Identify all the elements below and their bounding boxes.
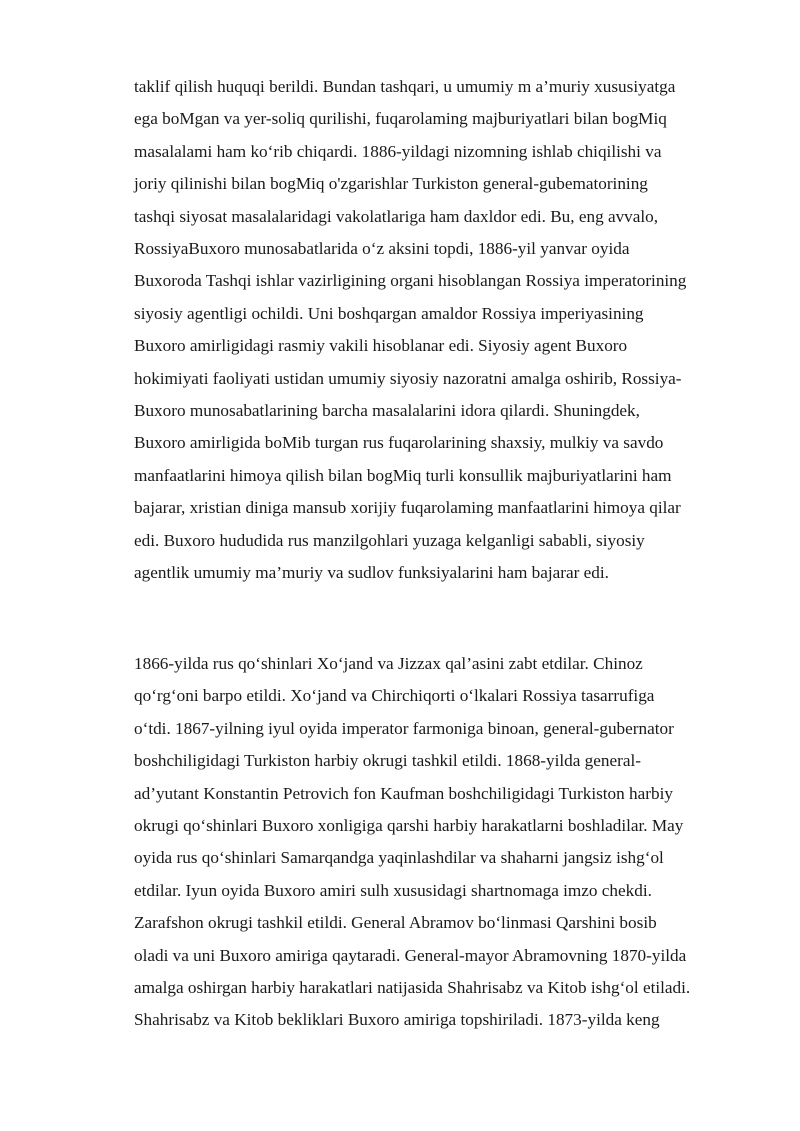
text-line: okrugi qo‘shinlari Buxoro xonligiga qarshi harbiy harakatlarni boshladilar. May (134, 816, 684, 836)
text-line: boshchiligidagi Turkiston harbiy okrugi tashkil etildi. 1868-yilda general- (134, 751, 641, 771)
text-line: taklif qilish huquqi berildi. Bundan tashqari, u umumiy m a’muriy xususiyatga (134, 77, 676, 96)
text-line: Zarafshon okrugi tashkil etildi. General Abramov bo‘linmasi Qarshini bosib (134, 913, 657, 933)
text-line: hokimiyati faoliyati ustidan umumiy siyosiy nazoratni amalga oshirib, Rossiya- (134, 368, 682, 388)
text-line: Buxoro amirligidagi rasmiy vakili hisoblanar edi. Siyosiy agent Buxoro (134, 336, 628, 356)
text-line: ega boMgan va yer-soliq qurilishi, fuqarolaming majburiyatlari bilan bogMiq (134, 109, 667, 129)
text-line: o‘tdi. 1867-yilning iyul oyida imperator farmoniga binoan, general-gubernator (134, 718, 674, 738)
text-line: qo‘rg‘oni barpo etildi. Xo‘jand va Chirchiqorti o‘lkalari Rossiya tasarrufiga (134, 686, 655, 706)
text-line: RossiyaBuxoro munosabatlarida o‘z aksini topdi, 1886-yil yanvar oyida (134, 239, 630, 259)
text-line: oladi va uni Buxoro amiriga qaytaradi. General-mayor Abramovning 1870-yilda (134, 945, 687, 965)
text-line: Buxoro amirligida boMib turgan rus fuqarolarining shaxsiy, mulkiy va savdo (134, 433, 664, 453)
text-line: joriy qilinishi bilan bogMiq o'zgarishlar Turkiston general-gubematorining (134, 174, 648, 194)
text-line: masalalami ham ko‘rib chiqardi. 1886-yildagi nizomning ishlab chiqilishi va (134, 141, 662, 161)
text-line: Shahrisabz va Kitob bekliklari Buxoro amiriga topshiriladi. 1873-yilda keng (134, 1010, 660, 1030)
text-line: 1866-yilda rus qo‘shinlari Xo‘jand va Jizzax qal’asini zabt etdilar. Chinoz (134, 654, 643, 673)
text-line: edi. Buxoro hududida rus manzilgohlari yuzaga kelganligi sababli, siyosiy (134, 530, 645, 550)
text-line: ad’yutant Konstantin Petrovich fon Kaufman boshchiligidagi Turkiston harbiy (134, 783, 673, 803)
text-line: oyida rus qo‘shinlari Samarqandga yaqinlashdilar va shaharni jangsiz ishg‘ol (134, 848, 664, 868)
text-line: bajarar, xristian diniga mansub xorijiy fuqarolaming manfaatlarini himoya qilar (134, 498, 681, 518)
text-line: siyosiy agentligi ochildi. Uni boshqargan amaldor Rossiya imperiyasining (134, 303, 644, 323)
text-line: Buxoro munosabatlarining barcha masalalarini idora qilardi. Shuningdek, (134, 401, 640, 421)
paragraph-2 (134, 648, 754, 1037)
paragraph-1 (134, 71, 754, 590)
text-line: tashqi siyosat masalalaridagi vakolatlariga ham daxldor edi. Bu, eng avvalo, (134, 206, 659, 226)
text-line: manfaatlarini himoya qilish bilan bogMiq turli konsullik majburiyatlarini ham (134, 465, 672, 485)
text-line: Buxoroda Tashqi ishlar vazirligining organi hisoblangan Rossiya imperatorining (134, 271, 687, 291)
text-line: agentlik umumiy ma’muriy va sudlov funksiyalarini ham bajarar edi. (134, 563, 609, 583)
text-line: etdilar. Iyun oyida Buxoro amiri sulh xususidagi shartnomaga imzo chekdi. (134, 880, 652, 900)
text-line: amalga oshirgan harbiy harakatlari natijasida Shahrisabz va Kitob ishg‘ol etiladi. (134, 978, 691, 998)
